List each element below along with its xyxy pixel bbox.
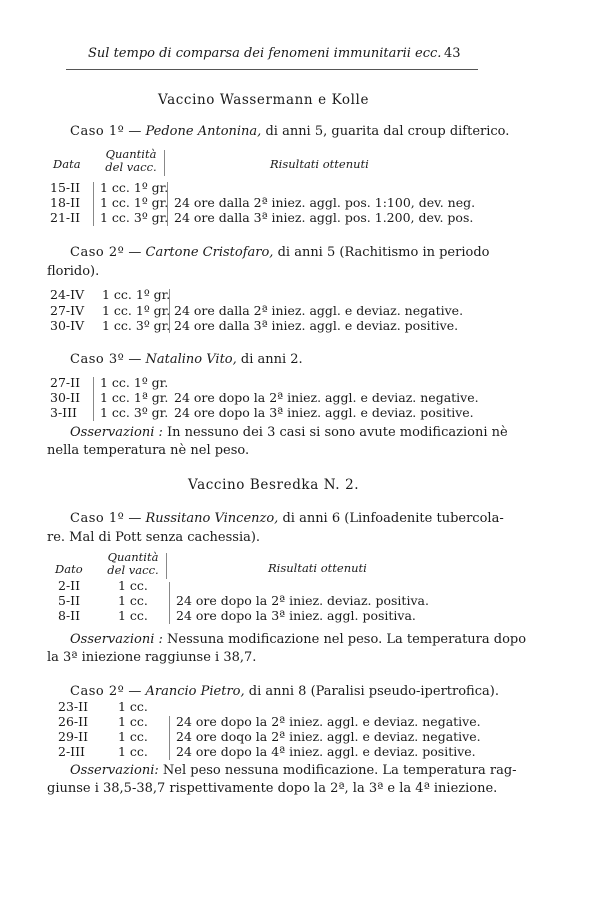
row-result: 24 ore dopo la 2ª iniez. aggl. e deviaz. negative.: [174, 390, 479, 405]
row-quantity: 1 cc.: [118, 729, 148, 744]
observation-text: Nessuna modificazione nel peso. La temperatura dopo: [167, 632, 527, 647]
row-date: 30-IV: [50, 318, 85, 333]
row-quantity: 1 cc.: [118, 699, 148, 714]
row-quantity: 1 cc. 1º gr.: [100, 195, 169, 210]
observation-label: Osservazioni :: [70, 425, 163, 440]
case-description: di anni 5, guarita dal croup difterico.: [265, 124, 510, 139]
row-quantity: 1 cc.: [118, 578, 148, 593]
row-date: 15-II: [50, 180, 81, 195]
row-quantity: 1 cc. 1º gr.: [102, 303, 171, 318]
col-header-results: Risultati ottenuti: [268, 561, 367, 575]
row-date: 18-II: [50, 195, 81, 210]
case-description: di anni 2.: [240, 352, 303, 367]
col-header-date: Dato: [55, 562, 83, 576]
row-result: 24 ore dalla 3ª iniez. aggl. pos. 1.200, dev. pos.: [174, 210, 474, 225]
patient-name: Pedone Antonina,: [145, 124, 262, 139]
section-title: Vaccino Besredka N. 2.: [188, 477, 360, 493]
col-header-quantity: Quantità del vacc.: [107, 550, 159, 577]
row-quantity: 1 cc.: [118, 593, 148, 608]
case-description: di anni 5 (Rachitismo in periodo: [277, 245, 490, 260]
row-result: 24 ore dopo la 4ª iniez. aggl. e deviaz. positive.: [176, 744, 476, 759]
column-divider: [169, 582, 170, 624]
case-description-cont: florido).: [47, 264, 100, 279]
observation-text: Nel peso nessuna modificazione. La temperatura rag-: [162, 763, 517, 778]
running-title: Sul tempo di comparsa dei fenomeni immunitarii ecc.: [88, 46, 442, 61]
column-divider: [93, 377, 94, 421]
patient-name: Arancio Pietro,: [145, 684, 245, 699]
col-header-date: Data: [53, 157, 81, 171]
case-heading: Caso 2º — Arancio Pietro, di anni 8 (Paralisi pseudo-ipertrofica).: [70, 684, 499, 699]
column-divider: [169, 289, 170, 333]
row-quantity: 1 cc. 1º gr.: [100, 375, 169, 390]
case-description: di anni 8 (Paralisi pseudo-ipertrofica).: [248, 684, 499, 699]
row-quantity: 1 cc.: [118, 608, 148, 623]
case-description-cont: re. Mal di Pott senza cachessia).: [47, 530, 261, 545]
column-divider: [167, 182, 168, 226]
row-date: 27-IV: [50, 303, 85, 318]
row-date: 21-II: [50, 210, 81, 225]
case-label: Caso 2º: [70, 684, 125, 699]
case-heading: Caso 2º — Cartone Cristofaro, di anni 5 (Rachitismo in periodo: [70, 245, 490, 260]
row-result: 24 ore dalla 3ª iniez. aggl. e deviaz. positive.: [174, 318, 459, 333]
row-date: 23-II: [58, 699, 89, 714]
row-result: 24 ore dopo la 2ª iniez. aggl. e deviaz. negative.: [176, 714, 481, 729]
row-date: 2-II: [58, 578, 81, 593]
case-label: Caso 2º: [70, 245, 125, 260]
row-quantity: 1 cc. 1ª gr.: [100, 390, 169, 405]
row-result: 24 ore dalla 2ª iniez. aggl. e deviaz. negative.: [174, 303, 464, 318]
row-date: 2-III: [58, 744, 85, 759]
observation-text-cont: la 3ª iniezione raggiunse i 38,7.: [47, 650, 257, 665]
column-divider: [93, 182, 94, 226]
page-number: 43: [444, 46, 461, 61]
row-result: 24 ore dalla 2ª iniez. aggl. pos. 1:100, dev. neg.: [174, 195, 476, 210]
row-quantity: 1 cc. 1º gr.: [100, 180, 169, 195]
row-date: 5-II: [58, 593, 81, 608]
column-divider: [166, 553, 167, 579]
row-quantity: 1 cc.: [118, 714, 148, 729]
case-label: Caso 1º: [70, 124, 125, 139]
row-date: 27-II: [50, 375, 81, 390]
patient-name: Natalino Vito,: [145, 352, 237, 367]
row-result: 24 ore dopo la 3ª iniez. aggl. positiva.: [176, 608, 416, 623]
case-heading: Caso 3º — Natalino Vito, di anni 2.: [70, 352, 303, 367]
case-label: Caso 1º: [70, 511, 125, 526]
row-date: 3-III: [50, 405, 77, 420]
row-result: 24 ore dopo la 3ª iniez. aggl. e deviaz. positive.: [174, 405, 474, 420]
case-label: Caso 3º: [70, 352, 125, 367]
observation-text: In nessuno dei 3 casi si sono avute modificazioni nè: [167, 425, 508, 440]
row-quantity: 1 cc.: [118, 744, 148, 759]
row-result: 24 ore doqo la 2ª iniez. aggl. e deviaz. negative.: [176, 729, 481, 744]
observation-label: Osservazioni :: [70, 632, 163, 647]
col-header-results: Risultati ottenuti: [270, 157, 369, 171]
column-divider: [169, 716, 170, 760]
patient-name: Russitano Vincenzo,: [145, 511, 279, 526]
observation-label: Osservazioni:: [70, 763, 159, 778]
column-divider: [164, 150, 165, 176]
case-heading: Caso 1º — Russitano Vincenzo, di anni 6 (Linfoadenite tubercola-: [70, 511, 504, 526]
row-quantity: 1 cc. 1º gr.: [102, 287, 171, 302]
observation: [70, 424, 508, 442]
section-title: Vaccino Wassermann e Kolle: [158, 92, 370, 108]
row-date: 26-II: [58, 714, 89, 729]
case-heading: Caso 1º — Pedone Antonina, di anni 5, guarita dal croup difterico.: [70, 124, 510, 139]
row-quantity: 1 cc. 3º gr.: [100, 210, 169, 225]
col-header-quantity: Quantità del vacc.: [105, 147, 157, 174]
header-rule: [66, 69, 478, 70]
row-date: 24-IV: [50, 287, 85, 302]
observation-text-cont: nella temperatura nè nel peso.: [47, 443, 250, 458]
row-date: 8-II: [58, 608, 81, 623]
row-quantity: 1 cc. 3º gr.: [100, 405, 169, 420]
row-quantity: 1 cc. 3º gr.: [102, 318, 171, 333]
observation: [70, 631, 526, 649]
case-description: di anni 6 (Linfoadenite tubercola-: [282, 511, 504, 526]
row-date: 30-II: [50, 390, 81, 405]
observation: [70, 762, 517, 780]
row-result: 24 ore dopo la 2ª iniez. deviaz. positiva.: [176, 593, 429, 608]
observation-text-cont: giunse i 38,5-38,7 rispettivamente dopo la 2ª, la 3ª e la 4ª iniezione.: [47, 781, 498, 796]
row-date: 29-II: [58, 729, 89, 744]
patient-name: Cartone Cristofaro,: [145, 245, 274, 260]
